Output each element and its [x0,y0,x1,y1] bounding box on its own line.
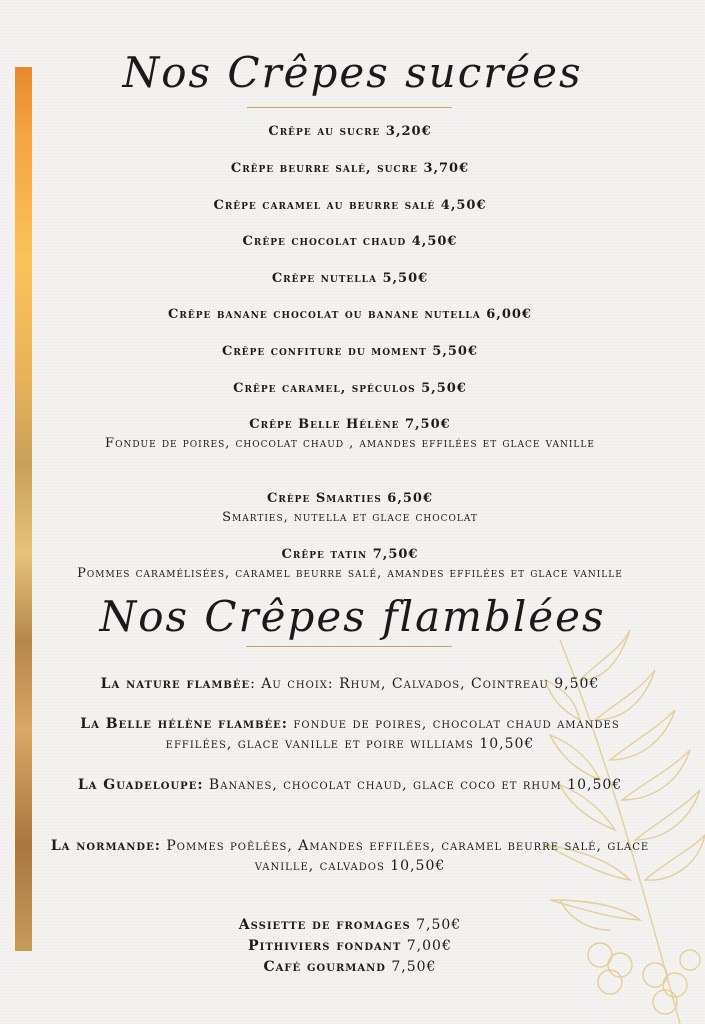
menu-item: Crèpe Smarties 6,50€ Smarties, nutella et glace chocolat [45,489,655,527]
menu-item: Crêpe au sucre 3,20€ [268,124,432,139]
menu-item: Crêpe Belle Hélène 7,50€ Fondue de poires, chocolat chaud , amandes effilées et glace vanille [45,415,655,453]
menu-item: Crêpe chocolat chaud 4,50€ [242,234,458,249]
flambee-item: La Belle hélène flambée: fondue de poires, chocolat chaud amandes effilées, glace vanille et poire williams 10,50€ [80,716,620,752]
extra-item: Assiette de fromages 7,50€ [238,917,462,933]
extra-item: Café gourmand 7,50€ [263,959,437,975]
gold-foil-bar [15,67,32,951]
title-divider [247,107,452,108]
section-title-flambees: Nos Crêpes flamblées [99,592,606,641]
extra-item: Pithiviers fondant 7,00€ [248,938,452,954]
menu-item: Crêpe caramel, spéculos 5,50€ [233,381,467,396]
flambee-item: La Guadeloupe: Bananes, chocolat chaud, glace coco et rhum 10,50€ [77,777,623,793]
menu-item: Crêpe beurre salé, sucre 3,70€ [230,161,470,176]
menu-item-description: Smarties, nutella et glace chocolat [222,510,478,525]
menu-item: Crêpe confiture du moment 5,50€ [221,344,479,359]
menu-item: Crêpe caramel au beurre salé 4,50€ [213,198,487,213]
menu-item: Crêpe tatin 7,50€ Pommes caramélisées, caramel beurre salé, amandes effilées et glace vanille [45,545,655,583]
menu-item: Crêpe nutella 5,50€ [271,271,429,286]
flambee-item: La normande: Pommes poêlées, Amandes effilées, caramel beurre salé, glace vanille, calvados 10,50€ [50,838,650,874]
title-divider [246,646,452,647]
menu-item-description: Pommes caramélisées, caramel beurre salé, amandes effilées et glace vanille [77,566,623,581]
menu-item: Crêpe banane chocolat ou banane nutella 6,00€ [168,307,532,322]
menu-item-description: Fondue de poires, chocolat chaud , amandes effilées et glace vanille [105,436,595,451]
section-title-sucrees: Nos Crêpes sucrées [122,48,583,97]
flambee-item: La nature flambée: Au choix: Rhum, Calvados, Cointreau 9,50€ [100,676,600,692]
